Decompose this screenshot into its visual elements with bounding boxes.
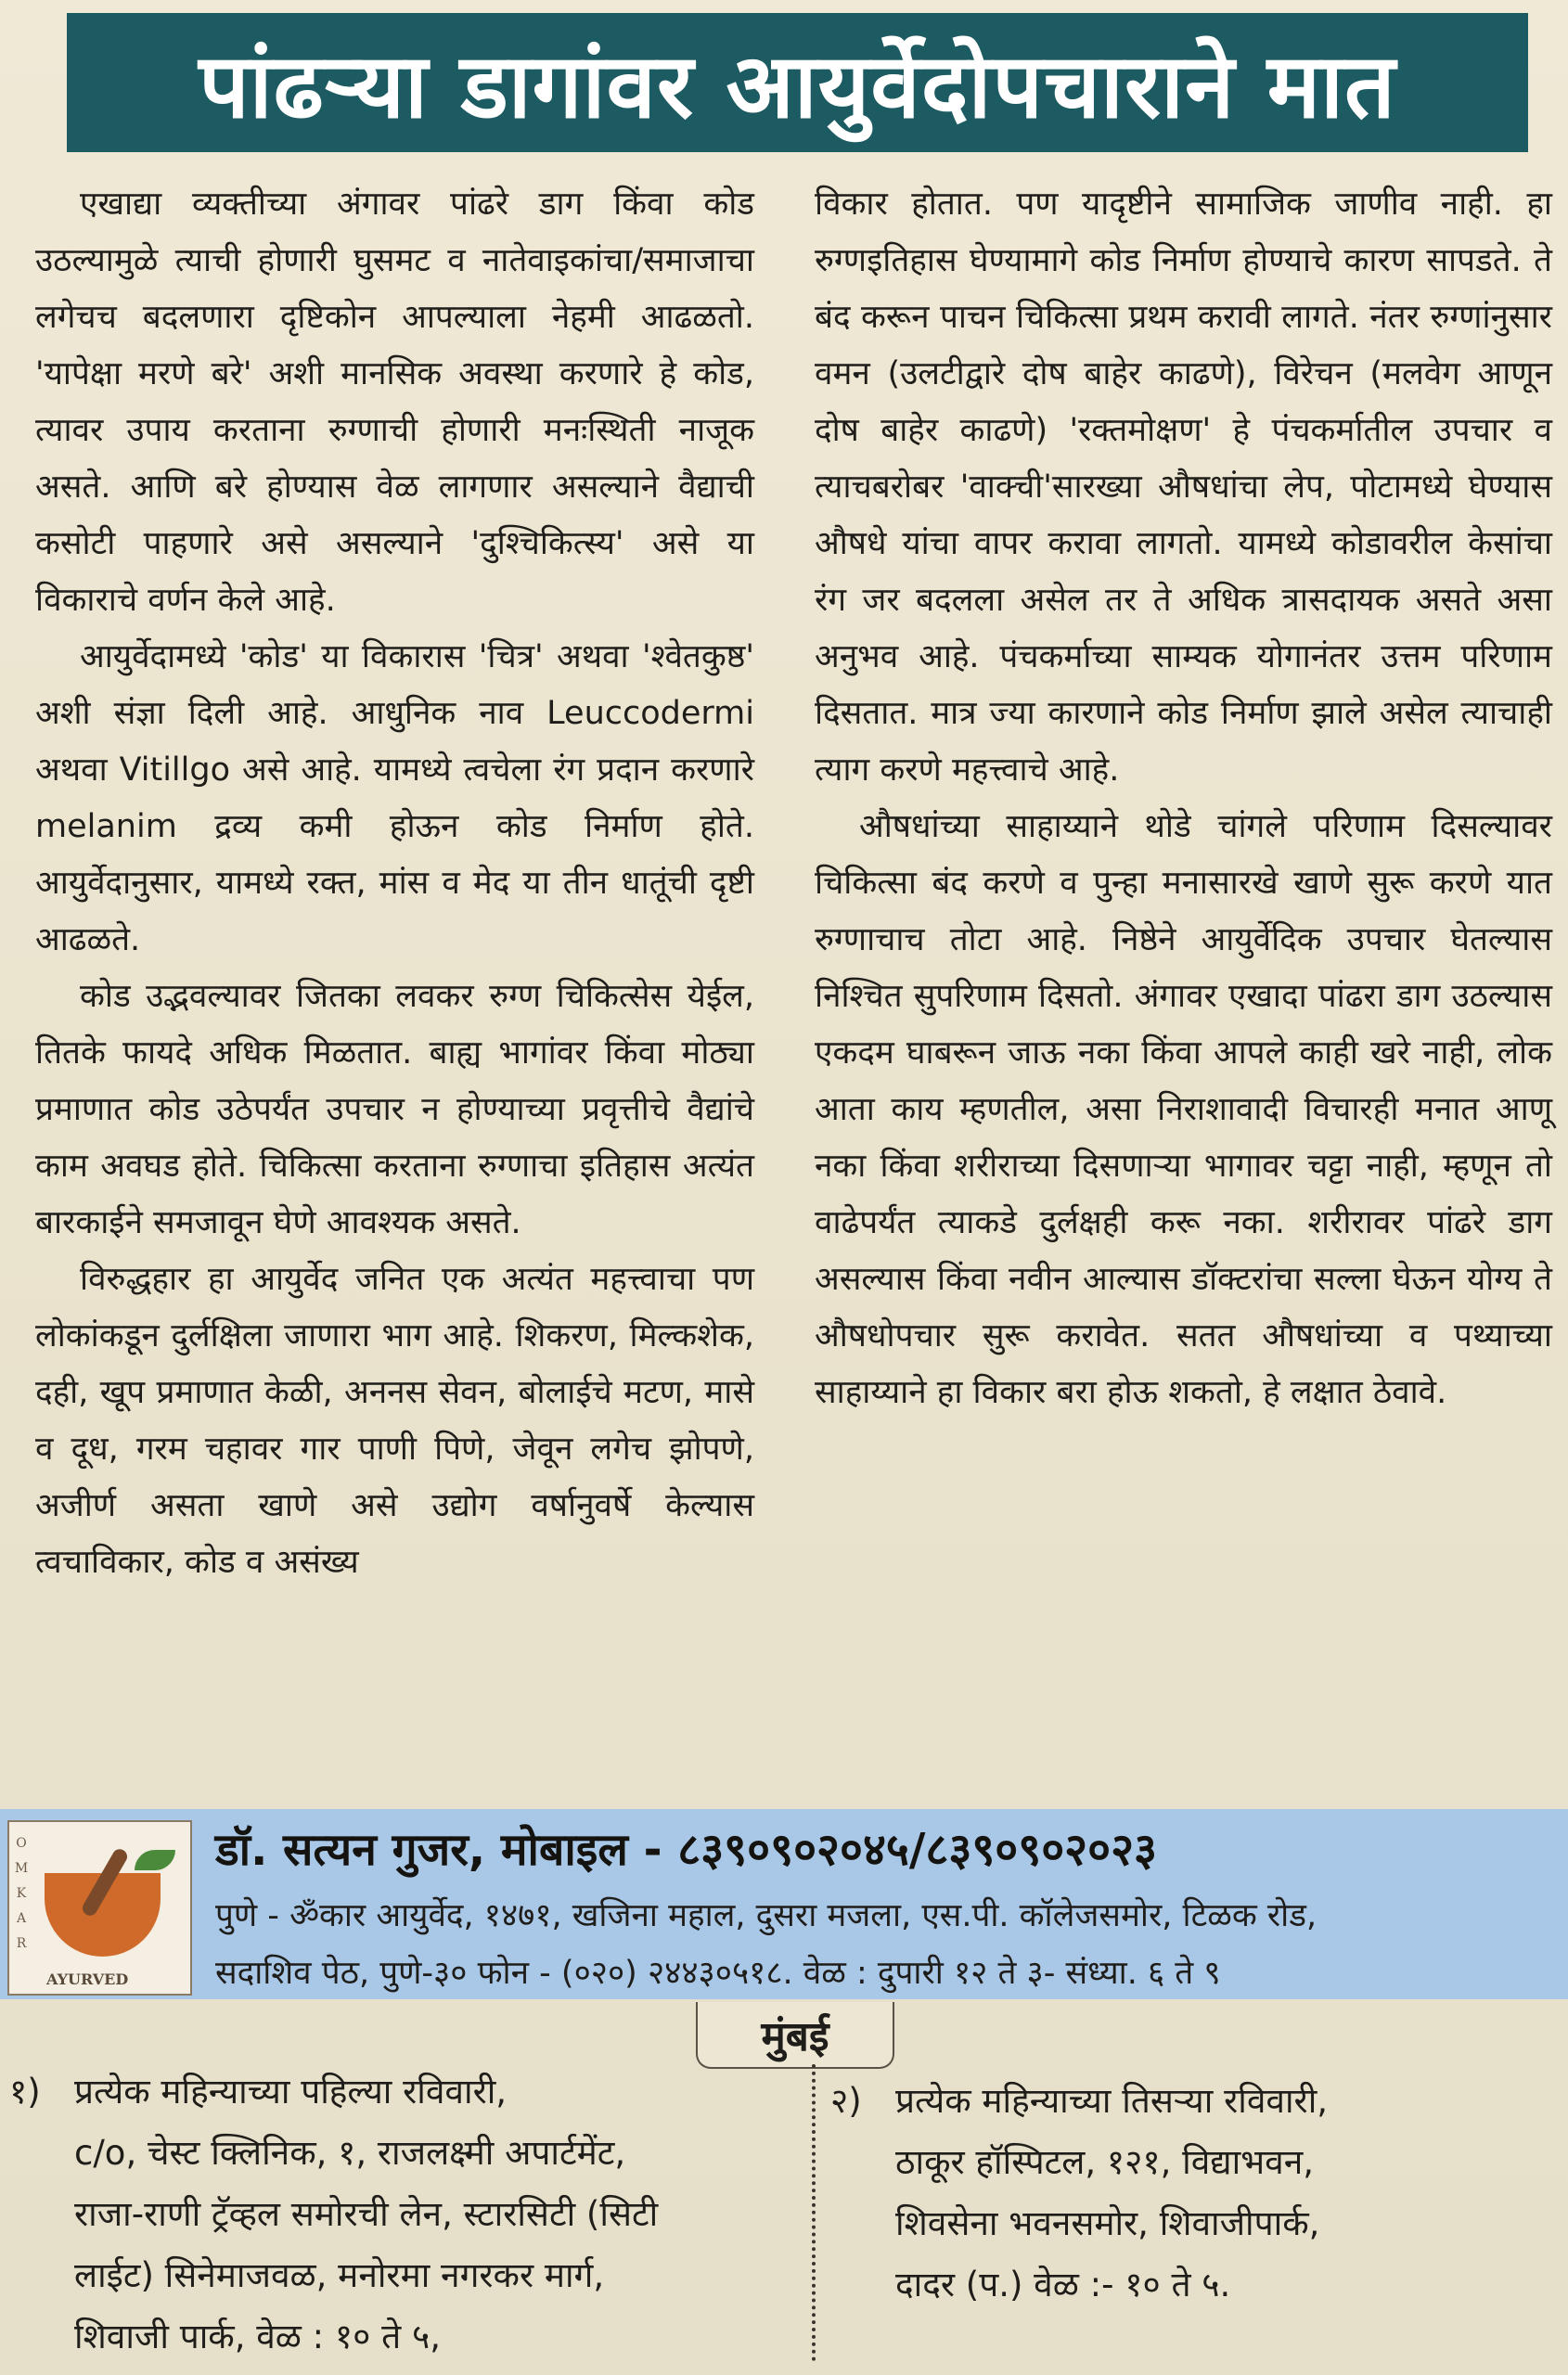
clinic-line: दादर (प.) वेळ :- १० ते ५.: [895, 2265, 1231, 2304]
clinic-line: शिवसेना भवनसमोर, शिवाजीपार्क,: [895, 2203, 1320, 2243]
logo-text: AYURVED: [46, 1971, 129, 1988]
paragraph: विरुद्धहार हा आयुर्वेद जनित एक अत्यंत महत्त्वाचा पण लोकांकडून दुर्लक्षिला जाणारा भाग आहे. शिकरण, मिल्कशेक, दही, खूप प्रमाणात केळी, अननस सेवन, बोलाईचे मटण, मासे व दूध, गरम चहावर गार पाणी पिणे, जेवून लगेच झोपणे, अजीर्ण असता खाणे असे उद्योग वर्षानुवर्षे केल्यास त्वचाविकार, कोड व असंख्य: [35, 1261, 754, 1581]
column-divider: [812, 2064, 816, 2361]
doctor-contact-line: डॉ. सत्यन गुजर, मोबाइल - ८३९०९०२०४५/८३९०९०२०२३: [215, 1824, 1157, 1876]
mumbai-clinic-2: [830, 2071, 1554, 2316]
clinic-line: लाईट) सिनेमाजवळ, मनोरमा नगरकर मार्ग,: [74, 2255, 605, 2295]
leaf-icon: [135, 1850, 175, 1870]
logo-side-letters: O M K A R: [14, 1836, 29, 1951]
paragraph: कोड उद्भवल्यावर जितका लवकर रुग्ण चिकित्सेस येईल, तितके फायदे अधिक मिळतात. बाह्य भागांवर किंवा मोठ्या प्रमाणात कोड उठेपर्यंत उपचार न होण्याच्या प्रवृत्तीचे वैद्यांचे काम अवघड होते. चिकित्सा करताना रुग्णाचा इतिहास अत्यंत बारकाईने समजावून घेणे आवश्यक असते.: [35, 978, 754, 1241]
clinic-line: प्रत्येक महिन्याच्या तिसऱ्या रविवारी,: [895, 2081, 1329, 2121]
clinic-line: ठाकूर हॉस्पिटल, १२१, विद्याभवन,: [895, 2142, 1315, 2182]
clinic-line: शिवाजी पार्क, वेळ : १० ते ५,: [74, 2317, 442, 2356]
headline-banner: [67, 13, 1528, 152]
paragraph: विकार होतात. पण यादृष्टीने सामाजिक जाणीव नाही. हा रुग्णइतिहास घेण्यामागे कोड निर्माण होण्याचे कारण सापडते. ते बंद करून पाचन चिकित्सा प्रथम करावी लागते. नंतर रुग्णांनुसार वमन (उलटीद्वारे दोष बाहेर काढणे), विरेचन (मलवेग आणून दोष बाहेर काढणे) 'रक्तमोक्षण' हे पंचकर्मातील उपचार व त्याचबरोबर 'वाक्ची'सारख्या औषधांचा लेप, पोटामध्ये घेण्यास औषधे यांचा वापर करावा लागतो. यामध्ये कोडावरील केसांचा रंग जर बदलला असेल तर ते अधिक त्रासदायक असते असा अनुभव आहे. पंचकर्माच्या साम्यक योगानंतर उत्तम परिणाम दिसतात. मात्र ज्या कारणाने कोड निर्माण झाले असेल त्याचाही त्याग करणे महत्त्वाचे आहे.: [815, 186, 1552, 789]
clinic-number: २): [830, 2081, 862, 2121]
paragraph: एखाद्या व्यक्तीच्या अंगावर पांढरे डाग किंवा कोड उठल्यामुळे त्याची होणारी घुसमट व नातेवाइकांचा/समाजाचा लगेचच बदलणारा दृष्टिकोन आपल्याला नेहमी आढळतो. 'यापेक्षा मरणे बरे' अशी मानसिक अवस्था करणारे हे कोड, त्यावर उपाय करताना रुग्णाची होणारी मनःस्थिती नाजूक असते. आणि बरे होण्यास वेळ लागणार असल्याने वैद्याची कसोटी पाहणारे असे असल्याने 'दुश्चिकित्स्य' असे या विकाराचे वर्णन केले आहे.: [35, 186, 754, 619]
mumbai-heading: मुंबई: [696, 2002, 894, 2069]
article-left-column: [35, 176, 754, 1591]
paragraph: औषधांच्या साहाय्याने थोडे चांगले परिणाम दिसल्यावर चिकित्सा बंद करणे व पुन्हा मनासारखे खाणे सुरू करणे यात रुग्णाचाच तोटा आहे. निष्ठेने आयुर्वेदिक उपचार घेतल्यास निश्चित सुपरिणाम दिसतो. अंगावर एखादा पांढरा डाग उठल्यास एकदम घाबरून जाऊ नका किंवा आपले काही खरे नाही, लोक आता काय म्हणतील, असा निराशावादी विचारही मनात आणू नका किंवा शरीराच्या दिसणाऱ्या भागावर चट्टा नाही, म्हणून तो वाढेपर्यंत त्याकडे दुर्लक्षही करू नका. शरीरावर पांढरे डाग असल्यास किंवा नवीन आल्यास डॉक्टरांचा सल्ला घेऊन योग्य ते औषधोपचार सुरू करावेत. सतत औषधांच्या व पथ्याच्या साहाय्याने हा विकार बरा होऊ शकतो, हे लक्षात ठेवावे.: [815, 808, 1552, 1411]
headline: पांढऱ्या डागांवर आयुर्वेदोपचाराने मात: [199, 33, 1396, 138]
address-line: पुणे - ॐकार आयुर्वेद, १४७१, खजिना महाल, दुसरा मजला, एस.पी. कॉलेजसमोर, टिळक रोड,: [215, 1897, 1317, 1934]
article-right-column: [815, 176, 1552, 1421]
paragraph: आयुर्वेदामध्ये 'कोड' या विकारास 'चित्र' अथवा 'श्वेतकुष्ठ' अशी संज्ञा दिली आहे. आधुनिक नाव Leuccodermi अथवा Vitillgo असे आहे. यामध्ये त्वचेला रंग प्रदान करणारे melanim द्रव्य कमी होऊन कोड निर्माण होते. आयुर्वेदानुसार, यामध्ये रक्त, मांस व मेद या तीन धातूंची दृष्टी आढळते.: [35, 638, 754, 958]
mumbai-clinic-1: [9, 2061, 807, 2368]
address-line: सदाशिव पेठ, पुणे-३० फोन - (०२०) २४४३०५१८. वेळ : दुपारी १२ ते ३- संध्या. ६ ते ९: [215, 1955, 1221, 1992]
clinic-line: राजा-राणी ट्रॅव्हल समोरची लेन, स्टारसिटी (सिटी: [74, 2194, 659, 2234]
clinic-number: १): [9, 2072, 41, 2112]
clinic-line: प्रत्येक महिन्याच्या पहिल्या रविवारी,: [74, 2072, 508, 2112]
clinic-line: c/o, चेस्ट क्लिनिक, १, राजलक्ष्मी अपार्टमेंट,: [74, 2133, 626, 2173]
omkar-ayurved-logo: [7, 1820, 192, 1996]
